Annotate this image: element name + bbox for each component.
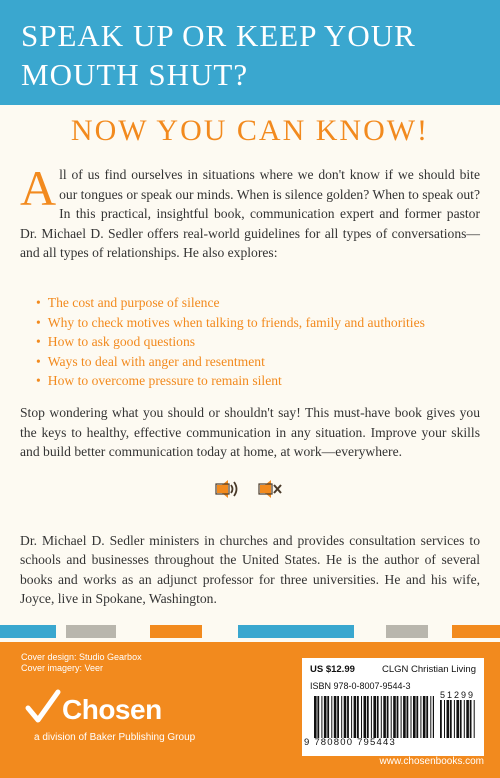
list-item: • Ways to deal with anger and resentment [36,352,486,372]
divider-block [238,625,354,638]
subheadline: NOW YOU CAN KNOW! [70,114,430,147]
cover-credits [21,652,142,674]
barcode-number: 9 780800 795443 [304,737,396,748]
speaker-muted-icon [258,476,288,502]
barcode-addon [440,700,476,738]
closing-paragraph: Stop wondering what you should or shouldn't say! This must-have book gives you the keys to healthy, effective communication in any situation. Improve your skills and build better communication today at home, at work—everywhere. [20,405,480,459]
chosen-check-icon [24,688,62,726]
divider-block [150,625,202,638]
intro-text: ll of us find ourselves in situations where we don't know if we should bite our tongues or speak our minds. When is silence golden? When to speak out? In this practical, insightful book, communication expert and former pastor Dr. Michael D. Sedler offers real-world guidelines for all types of conversations—and all types of relationships. He also explores: [20,167,480,260]
list-item: • How to ask good questions [36,332,486,352]
divider-block [66,625,116,638]
barcode-panel [302,658,484,756]
main-headline [21,16,491,94]
list-item: • How to overcome pressure to remain silent [36,371,486,391]
speaker-on-icon [215,476,245,502]
cover-imagery-credit: Cover imagery: Veer [21,663,104,673]
headline-line-1: SPEAK UP OR KEEP YOUR [21,18,416,53]
list-item: • Why to check motives when talking to friends, family and authorities [36,313,486,333]
website-url: www.chosenbooks.com [379,756,484,767]
topic-list [36,293,486,391]
publisher-tagline: a division of Baker Publishing Group [34,732,196,743]
intro-paragraph [20,160,480,263]
category-label: CLGN Christian Living [382,664,476,675]
headline-line-2: MOUTH SHUT? [21,57,249,92]
barcode-addon-number: 51299 [440,690,476,700]
isbn-label: ISBN 978-0-8007-9544-3 [310,681,411,691]
divider-block [452,625,500,638]
barcode-main [314,696,434,738]
author-bio: Dr. Michael D. Sedler ministers in churches and provides consultation services to schools and businesses throughout the United States. He is the author of several books and works as an adjunct professor for three universities. He and his wife, Joyce, live in Spokane, Washington. [20,533,480,606]
list-item: • The cost and purpose of silence [36,293,486,313]
divider-block [0,625,56,638]
divider-block [386,625,428,638]
cover-design-credit: Cover design: Studio Gearbox [21,652,142,662]
publisher-logo: Chosen [62,694,162,725]
price-label: US $12.99 [310,664,355,675]
drop-cap: A [20,160,57,216]
